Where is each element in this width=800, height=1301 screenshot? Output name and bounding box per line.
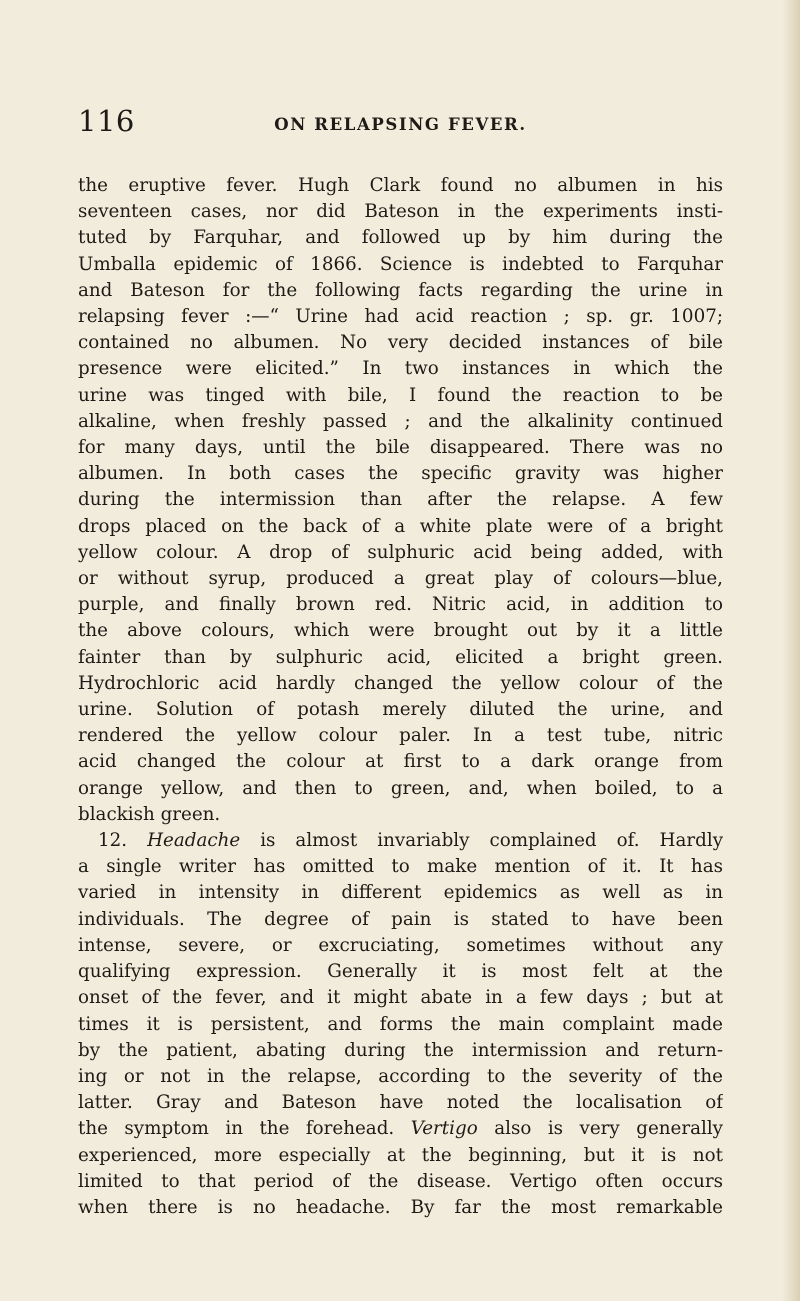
text-fragment: also is very generally [494, 1118, 723, 1140]
text-line: albumen. In both cases the specific gravity was higher [78, 463, 723, 485]
text-line: varied in intensity in different epidemics as well as in [78, 882, 723, 904]
page-edge [782, 0, 800, 1301]
text-line: urine was tinged with bile, I found the reaction to be [78, 384, 723, 406]
text-line: ing or not in the relapse, according to the severity of the [78, 1065, 723, 1087]
text-line: fainter than by sulphuric acid, elicited a bright green. [78, 646, 723, 668]
text-line: and Bateson for the following facts regarding the urine in [78, 279, 723, 301]
text-line: tuted by Farquhar, and followed up by him during the [78, 227, 723, 249]
text-line: intense, severe, or excruciating, sometimes without any [78, 934, 723, 956]
vertigo-line [78, 1116, 723, 1142]
text-line: orange yellow, and then to green, and, when boiled, to a [78, 777, 723, 799]
text-line: times it is persistent, and forms the main complaint made [78, 1013, 723, 1035]
text-line: contained no albumen. No very decided instances of bile [78, 332, 723, 354]
paragraph-number: 12. [98, 830, 128, 852]
text-line: rendered the yellow colour paler. In a test tube, nitric [78, 725, 723, 747]
text-line: for many days, until the bile disappeared. There was no [78, 437, 723, 459]
text-line: presence were elicited.” In two instances in which the [78, 358, 723, 380]
text-line: qualifying expression. Generally it is most felt at the [78, 961, 723, 983]
text-fragment: is almost invariably complained of. Hardly [260, 830, 723, 852]
text-line: limited to that period of the disease. Vertigo often occurs [78, 1170, 723, 1192]
running-title: ON RELAPSING FEVER. [274, 115, 527, 134]
text-line: a single writer has omitted to make mention of it. It has [78, 856, 723, 878]
text-line: during the intermission than after the relapse. A few [78, 489, 723, 511]
text-line: or without syrup, produced a great play of colours—blue, [78, 568, 723, 590]
text-line: yellow colour. A drop of sulphuric acid being added, with [78, 541, 723, 563]
text-line: seventeen cases, nor did Bateson in the experiments insti- [78, 201, 723, 223]
text-line: latter. Gray and Bateson have noted the localisation of [78, 1092, 723, 1114]
text-fragment: the symptom in the forehead. [78, 1118, 395, 1140]
headache-term: Headache [147, 830, 241, 852]
text-line: the eruptive fever. Hugh Clark found no albumen in his [78, 175, 723, 196]
text-line: when there is no headache. By far the most remarkable [78, 1196, 723, 1218]
page-number: 116 [78, 104, 135, 138]
paragraph-12-first-line [78, 828, 723, 854]
text-line: Hydrochloric acid hardly changed the yellow colour of the [78, 672, 723, 694]
text-line: Umballa epidemic of 1866. Science is indebted to Farquhar [78, 253, 723, 275]
text-line: the above colours, which were brought out by it a little [78, 620, 723, 642]
vertigo-term: Vertigo [410, 1118, 478, 1140]
text-line: individuals. The degree of pain is stated to have been [78, 908, 723, 930]
text-line: blackish green. [78, 803, 221, 825]
text-line: urine. Solution of potash merely diluted the urine, and [78, 699, 723, 721]
text-line: alkaline, when freshly passed ; and the alkalinity continued [78, 410, 723, 432]
text-line: purple, and finally brown red. Nitric acid, in addition to [78, 594, 723, 616]
text-line: onset of the fever, and it might abate in a few days ; but at [78, 987, 723, 1009]
text-line: by the patient, abating during the intermission and return- [78, 1039, 723, 1061]
text-line: acid changed the colour at first to a dark orange from [78, 751, 723, 773]
body-text [78, 173, 723, 1221]
text-line: relapsing fever :—“ Urine had acid reaction ; sp. gr. 1007; [78, 306, 723, 328]
text-line: drops placed on the back of a white plate were of a bright [78, 515, 723, 537]
text-line: experienced, more especially at the beginning, but it is not [78, 1144, 723, 1166]
page-header [78, 99, 723, 143]
